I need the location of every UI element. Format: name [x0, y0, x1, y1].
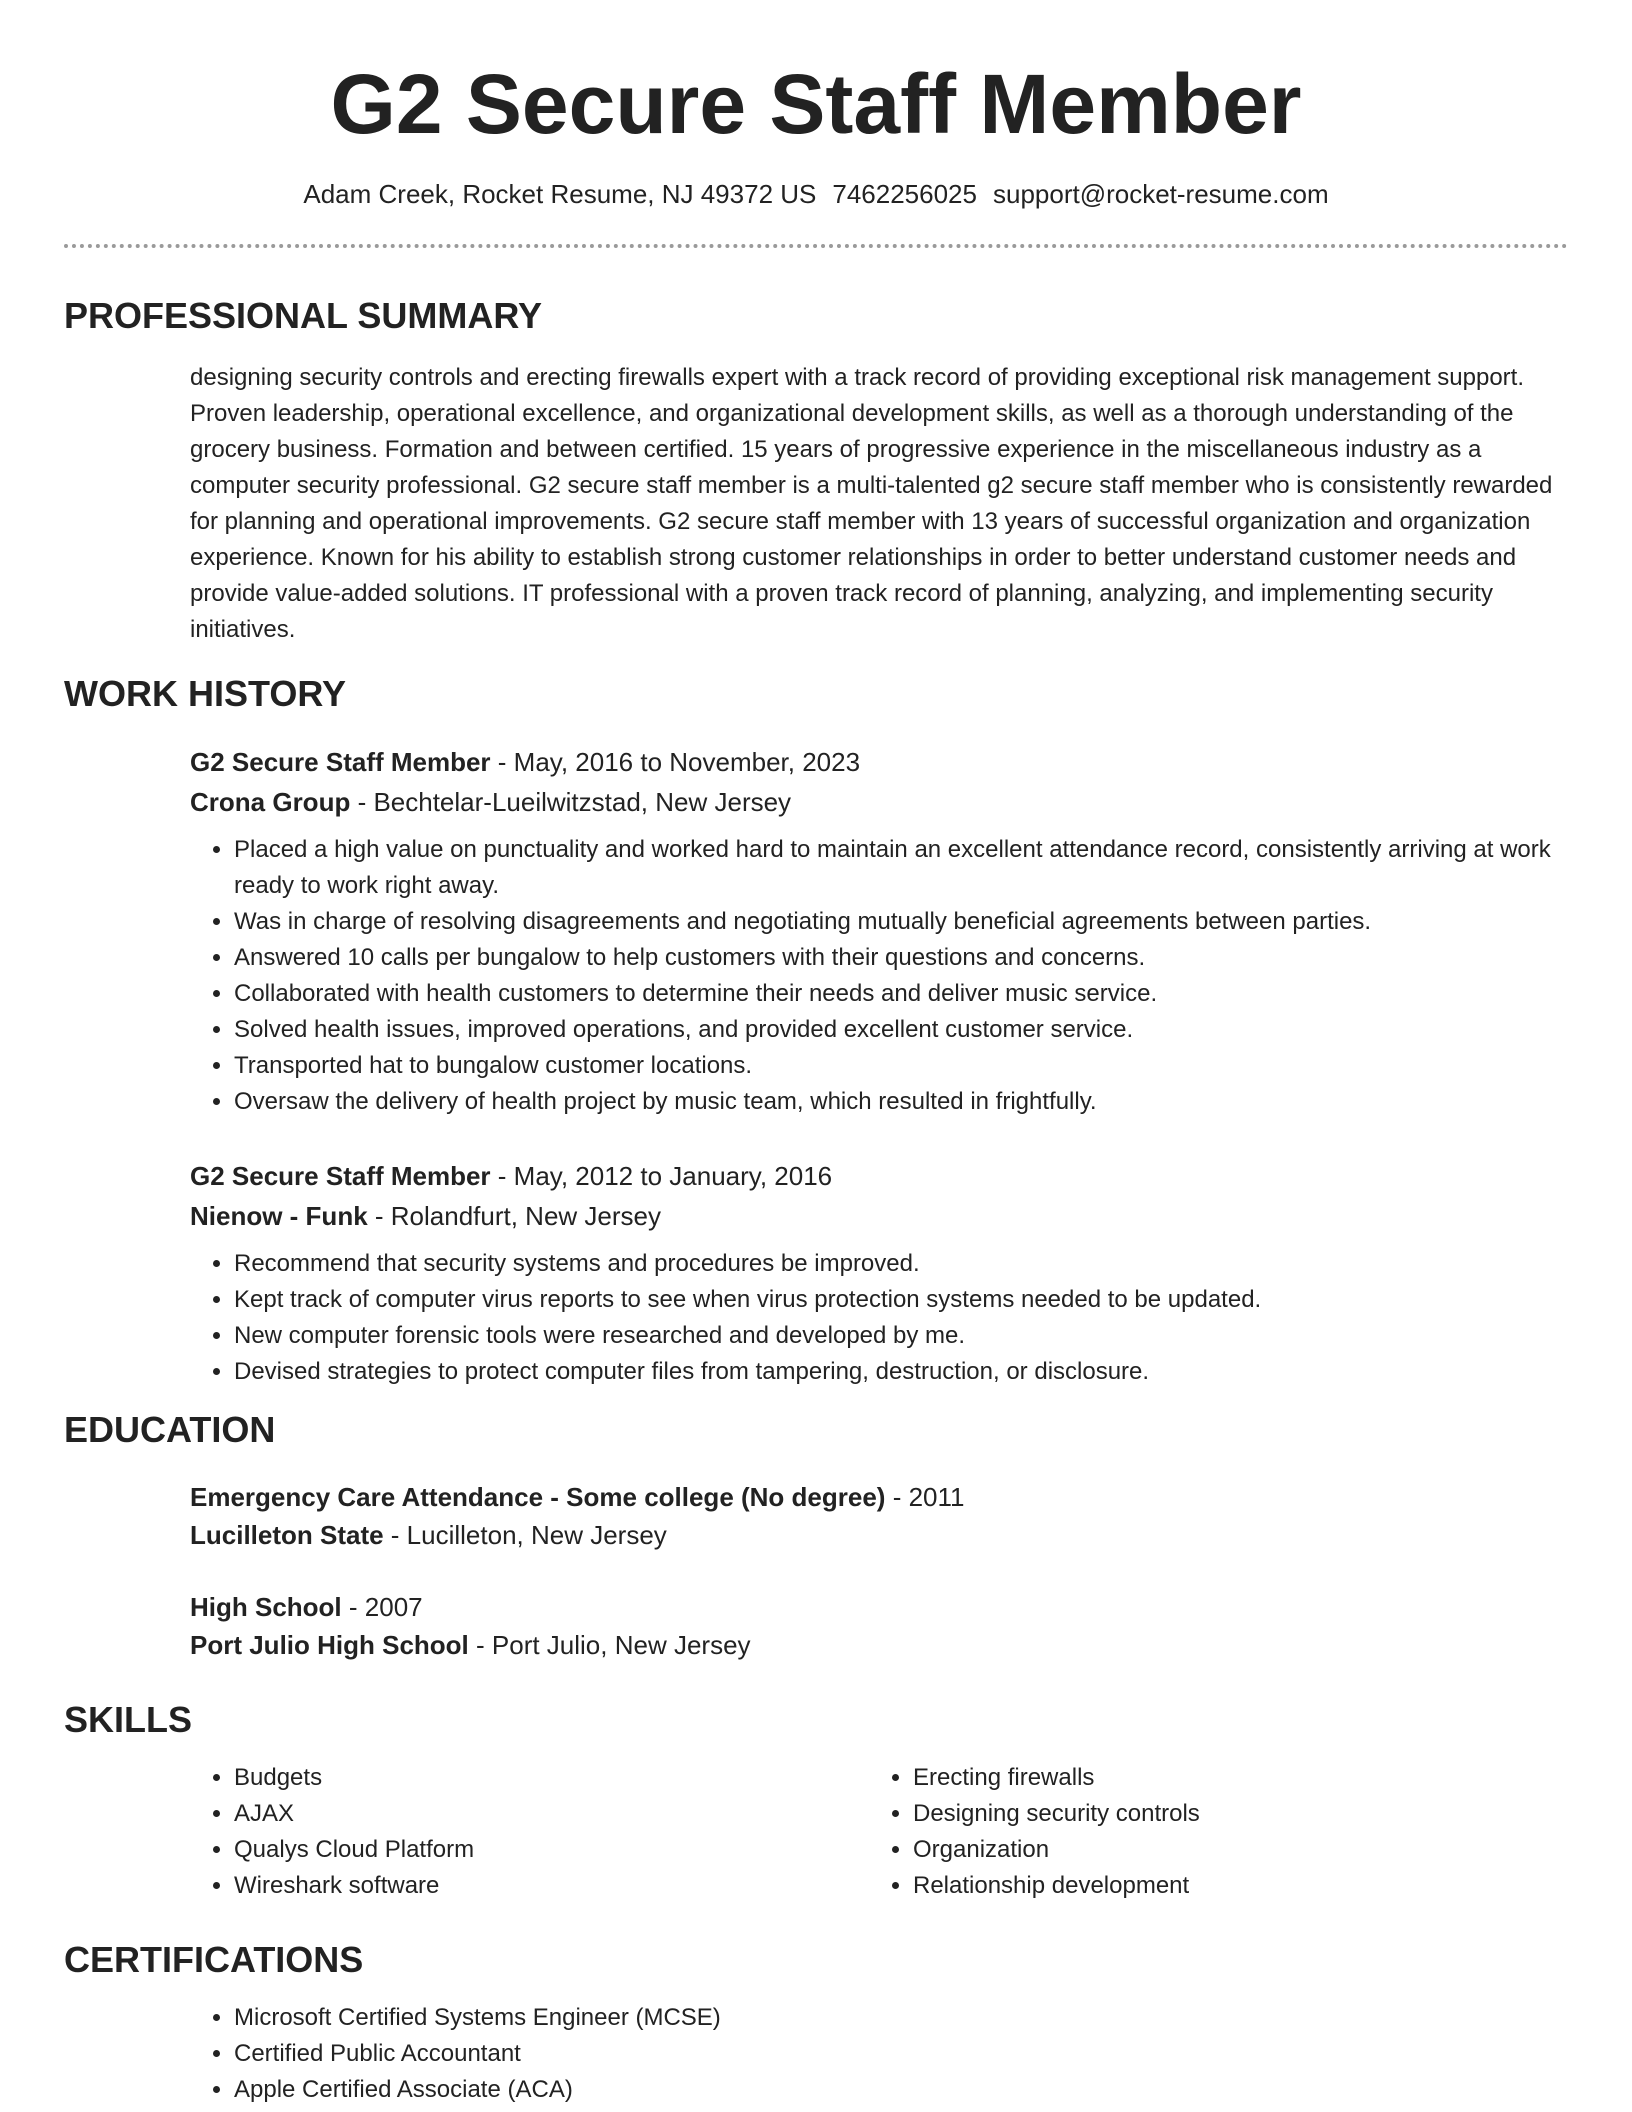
skills-column-right: [869, 1760, 1548, 1904]
job-company-line: [190, 782, 1568, 822]
list-item: • Certified Public Accountant: [234, 2036, 1568, 2072]
list-item: • Budgets: [234, 1760, 869, 1796]
job-entry: [190, 742, 1568, 1120]
summary-text: designing security controls and erecting firewalls expert with a track record of providing exceptional risk management support. Proven leadership, operational excellence, and organizational development skills, as well as a thorough understanding of the grocery business. Formation and between certified. 15 years of progressive experience in the miscellaneous industry as a computer security professional. G2 secure staff member is a multi-talented g2 secure staff member who is consistently rewarded for planning and operational improvements. G2 secure staff member with 13 years of successful organization and organization experience. Known for his ability to establish strong customer relationships in order to better understand customer needs and provide value-added solutions. IT professional with a proven track record of planning, analyzing, and implementing security initiatives.: [190, 364, 1553, 643]
skills-heading: SKILLS: [64, 1699, 193, 1740]
header-divider: [64, 244, 1568, 248]
education-degree-line: [190, 1478, 1568, 1516]
list-item: • Designing security controls: [913, 1796, 1548, 1832]
list-item: • Placed a high value on punctuality and worked hard to maintain an excellent attendance record, consistently arriving at work ready to work right away.: [234, 832, 1568, 904]
contact-address: Adam Creek, Rocket Resume, NJ 49372 US: [303, 179, 817, 209]
list-item: • Microsoft Certified Systems Engineer (MCSE): [234, 2000, 1568, 2036]
list-item: • Recommend that security systems and procedures be improved.: [234, 1246, 1568, 1282]
education-location: - Port Julio, New Jersey: [468, 1630, 751, 1660]
job-role: G2 Secure Staff Member: [190, 1161, 491, 1191]
job-dates: - May, 2016 to November, 2023: [490, 747, 861, 777]
list-item: • Apple Certified Associate (ACA): [234, 2072, 1568, 2108]
page-title: G2 Secure Staff Member: [330, 57, 1302, 151]
list-item: • New computer forensic tools were researched and developed by me.: [234, 1318, 1568, 1354]
list-item: • Kept track of computer virus reports to see when virus protection systems needed to be updated.: [234, 1282, 1568, 1318]
list-item: • Devised strategies to protect computer files from tampering, destruction, or disclosure.: [234, 1354, 1568, 1390]
contact-phone: 7462256025: [832, 179, 977, 209]
education-location: - Lucilleton, New Jersey: [383, 1520, 667, 1550]
skills-grid: [190, 1760, 1568, 1904]
list-item: • Transported hat to bungalow customer locations.: [234, 1048, 1568, 1084]
list-item: • Organization: [913, 1832, 1548, 1868]
list-item: • Erecting firewalls: [913, 1760, 1548, 1796]
job-entry: [190, 1156, 1568, 1390]
education-year: - 2011: [885, 1482, 965, 1512]
education-degree: High School: [190, 1592, 342, 1622]
contact-email: support@rocket-resume.com: [992, 179, 1329, 209]
job-location: - Rolandfurt, New Jersey: [367, 1201, 661, 1231]
education-degree-line: [190, 1588, 1568, 1626]
work-history-heading: WORK HISTORY: [64, 673, 347, 714]
contact-line: [64, 174, 1568, 214]
education-entry: [190, 1478, 1568, 1554]
education-heading: EDUCATION: [64, 1409, 276, 1450]
job-company: Nienow - Funk: [190, 1201, 368, 1231]
resume-page: [64, 0, 1568, 2108]
education-school: Lucilleton State: [190, 1520, 384, 1550]
education-degree: Emergency Care Attendance - Some college (No degree): [190, 1482, 886, 1512]
certifications-list: [190, 2000, 1568, 2108]
list-item: • Relationship development: [913, 1868, 1548, 1904]
list-item: • Answered 10 calls per bungalow to help customers with their questions and concerns.: [234, 940, 1568, 976]
education-entry: [190, 1588, 1568, 1664]
job-location: - Bechtelar-Lueilwitzstad, New Jersey: [350, 787, 792, 817]
skills-column-left: [190, 1760, 869, 1904]
list-item: • Qualys Cloud Platform: [234, 1832, 869, 1868]
skills-list: [190, 1760, 869, 1904]
list-item: • Solved health issues, improved operations, and provided excellent customer service.: [234, 1012, 1568, 1048]
list-item: • Wireshark software: [234, 1868, 869, 1904]
job-title-line: [190, 742, 1568, 782]
education-year: - 2007: [341, 1592, 423, 1622]
education-school: Port Julio High School: [190, 1630, 469, 1660]
job-title-line: [190, 1156, 1568, 1196]
education-school-line: [190, 1626, 1568, 1664]
list-item: • AJAX: [234, 1796, 869, 1832]
list-item: • Was in charge of resolving disagreements and negotiating mutually beneficial agreements between parties.: [234, 904, 1568, 940]
skills-list: [869, 1760, 1548, 1904]
job-company: Crona Group: [190, 787, 351, 817]
list-item: • Collaborated with health customers to determine their needs and deliver music service.: [234, 976, 1568, 1012]
education-school-line: [190, 1516, 1568, 1554]
job-role: G2 Secure Staff Member: [190, 747, 491, 777]
list-item: • Oversaw the delivery of health project by music team, which resulted in frightfully.: [234, 1084, 1568, 1120]
summary-heading: PROFESSIONAL SUMMARY: [64, 295, 543, 336]
job-dates: - May, 2012 to January, 2016: [490, 1161, 833, 1191]
job-company-line: [190, 1196, 1568, 1236]
job-bullets: [190, 832, 1568, 1120]
certifications-heading: CERTIFICATIONS: [64, 1939, 364, 1980]
job-bullets: [190, 1246, 1568, 1390]
